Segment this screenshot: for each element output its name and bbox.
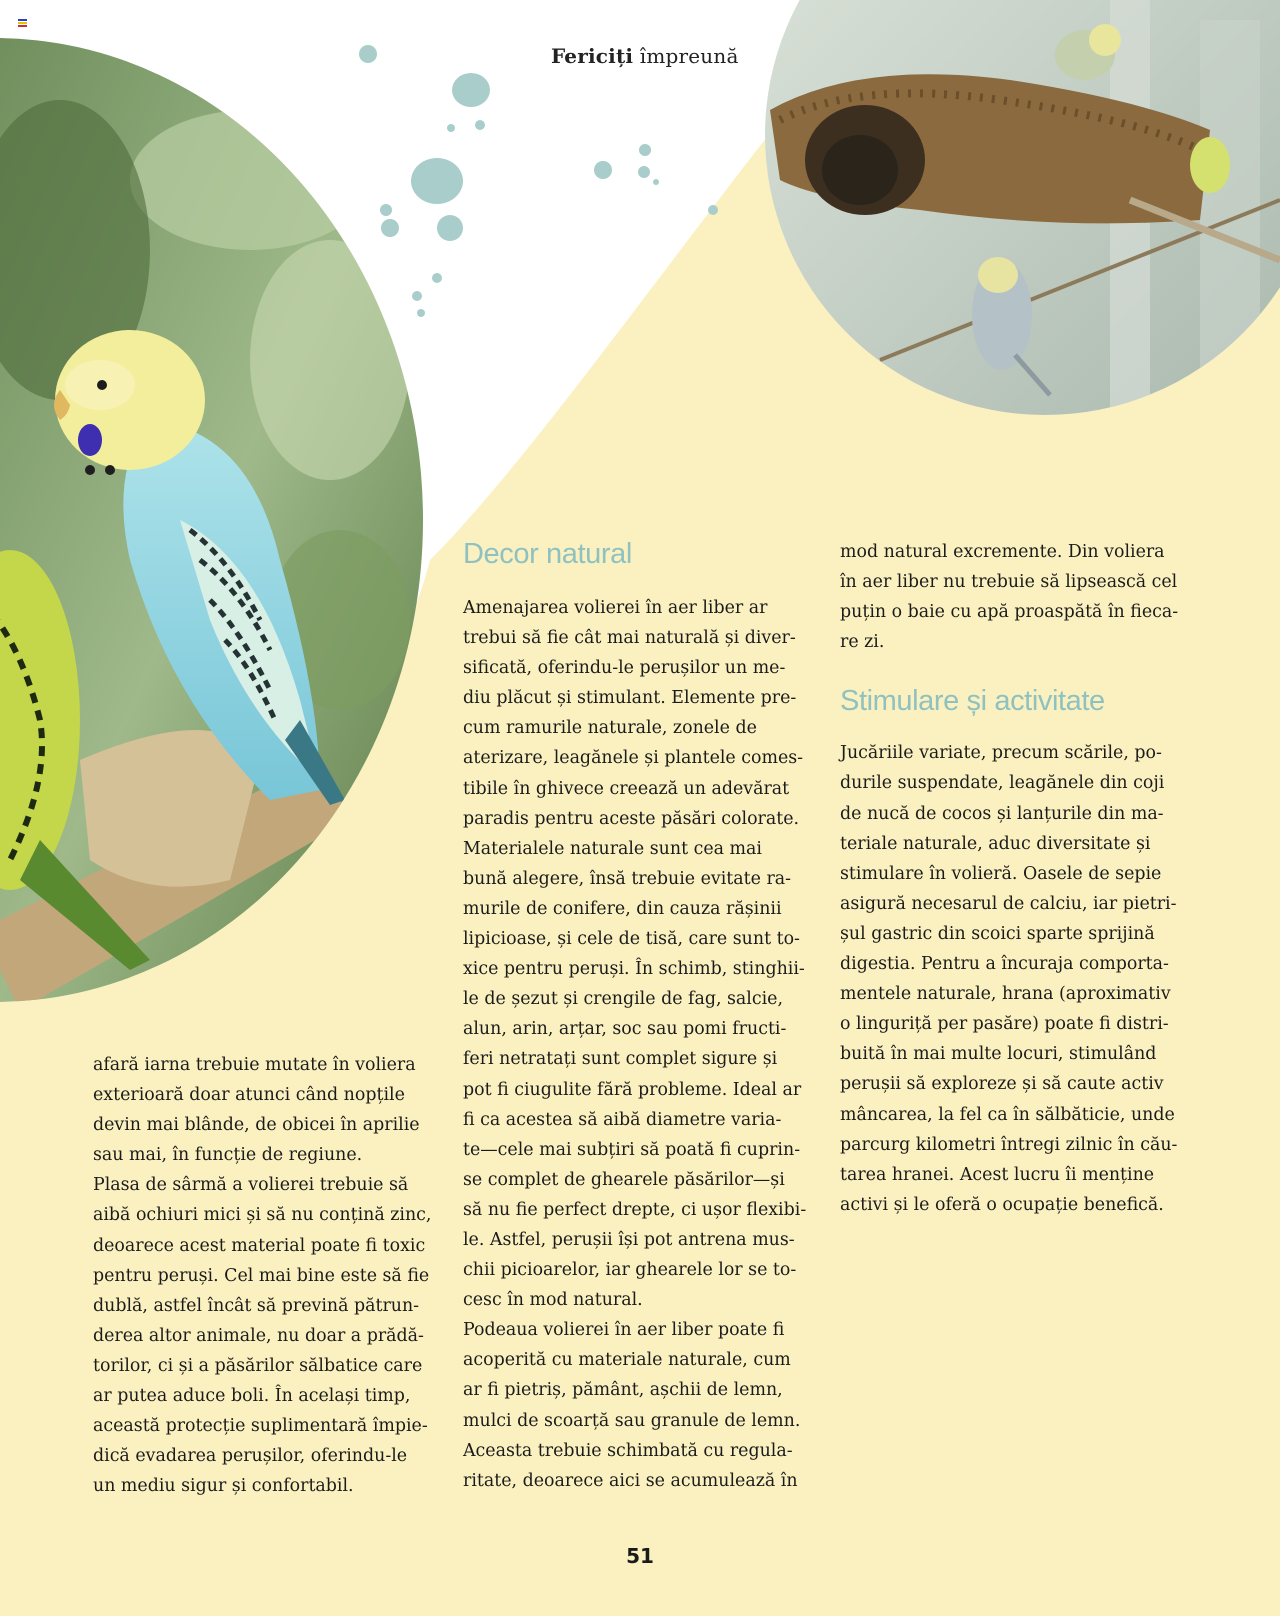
column-middle (463, 534, 813, 1496)
column-right-text-top: mod natural excremente. Din voliera în aer liber nu trebuie să lipsească cel puțin o baie cu apă proaspătă în fieca- re zi. (840, 542, 1179, 653)
column-right (840, 537, 1190, 1220)
heading-decor-natural: Decor natural (463, 538, 632, 570)
running-head-regular: împreună (639, 44, 739, 68)
page-marker-icon (18, 19, 27, 27)
heading-stimulare: Stimulare și activitate (840, 685, 1105, 718)
column-left (93, 1050, 443, 1501)
running-head (551, 44, 739, 68)
running-head-bold: Fericiți (551, 44, 634, 68)
column-left-text: afară iarna trebuie mutate în voliera exterioară doar atunci când nopțile devin mai blânde, de obicei în aprilie sau mai, în funcție de regiune. Plasa de sârmă a volierei trebuie să aibă ochiuri mici și să nu conțină zinc, deoarece acest material poate fi toxic pentru peruși. Cel mai bine este să fie dublă, astfel încât să prevină pătrun- derea altor animale, nu doar a prădă- torilor, ci și a păsărilor sălbatice care ar putea aduce boli. În același timp, această protecție suplimentară împie- dică evadarea perușilor, oferindu-le un mediu sigur și confortabil. (93, 1055, 432, 1497)
column-middle-text: Amenajarea volierei în aer liber ar trebui să fie cât mai naturală și diver- sificată, oferindu-le perușilor un me- diu plăcut și stimulant. Elemente pre- cum ramurile naturale, zonele de aterizare, leagănele și plantele comes- tibile în ghivece creează un adevărat paradis pentru aceste păsări colorate. Materialele naturale sunt cea mai bună alegere, însă trebuie evitate ra- murile de conifere, din cauza rășinii lipicioase, și cele de tisă, care sunt to- xice pentru peruși. În schimb, stinghii- le de șezut și crengile de fag, salcie, alun, arin, arțar, soc sau pomi fructi- feri netratați sunt complet sigure și pot fi ciugulite fără probleme. Ideal ar fi ca acestea să aibă diametre varia- te—cele mai subțiri să poată fi cuprin- se complet de ghearele păsărilor—și să nu fie perfect drepte, ci ușor flexibi- le. Astfel, perușii își pot antrena mus- chii picioarelor, iar ghearele lor se to- cesc în mod natural. Podeaua volierei în aer liber poate fi acoperită cu materiale naturale, cum ar fi pietriș, pământ, așchii de lemn, mulci de scoarță sau granule de lemn. Aceasta trebuie schimbată cu regula- ritate, deoarece aici se acumulează în (463, 598, 807, 1491)
column-right-text: Jucăriile variate, precum scările, po- durile suspendate, leagănele din coji de nucă de cocos și lanțurile din ma- teriale naturale, aduc diversitate și stimulare în volieră. Oasele de sepie asigură necesarul de calciu, iar pietri- șul gastric din scoici sparte sprijină digestia. Pentru a încuraja comporta- mentele naturale, hrana (aproximativ o linguriță per pasăre) poate fi distri- buită în mai multe locuri, stimulând perușii să exploreze și să caute activ mâncarea, la fel ca în sălbăticie, unde parcurg kilometri întregi zilnic în cău- tarea hranei. Acest lucru îi menține activi și le oferă o ocupație benefică. (840, 743, 1178, 1215)
page-number: 51 (626, 1544, 654, 1568)
